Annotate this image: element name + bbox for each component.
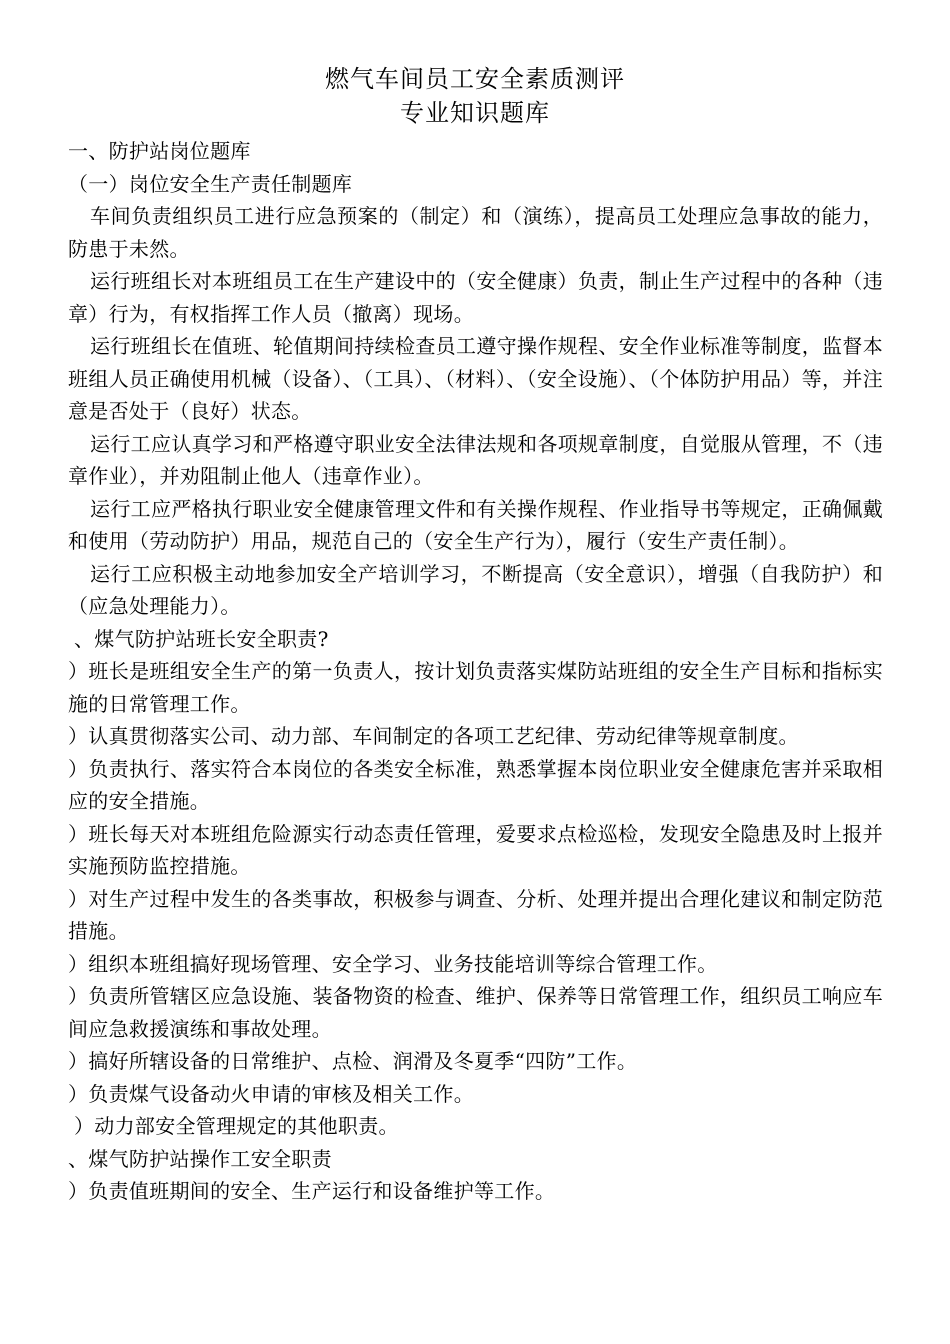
question-heading: 、煤气防护站操作工安全职责 bbox=[68, 1146, 332, 1171]
paragraph: 车间负责组织员工进行应急预案的（制定）和（演练），提高员工处理应急事故的能力，防患于未然。 bbox=[68, 204, 883, 261]
question-heading: 、煤气防护站班长安全职责? bbox=[74, 626, 329, 651]
document-title: 燃气车间员工安全素质测评 bbox=[325, 65, 625, 93]
duty-item: ）班长是班组安全生产的第一负责人，按计划负责落实煤防站班组的安全生产目标和指标实施的日常管理工作。 bbox=[68, 659, 883, 716]
duty-item: ）动力部安全管理规定的其他职责。 bbox=[74, 1114, 399, 1138]
duty-item: ）搞好所辖设备的日常维护、点检、润滑及冬夏季“四防”工作。 bbox=[68, 1049, 638, 1073]
duty-item: ）负责所管辖区应急设施、装备物资的检查、维护、保养等日常管理工作，组织员工响应车间应急救援演练和事故处理。 bbox=[68, 984, 883, 1041]
duty-item: ）负责值班期间的安全、生产运行和设备维护等工作。 bbox=[68, 1179, 556, 1203]
paragraph: 运行班组长对本班组员工在生产建设中的（安全健康）负责，制止生产过程中的各种（违章）行为，有权指挥工作人员（撤离）现场。 bbox=[68, 269, 883, 326]
duty-item: ）负责执行、落实符合本岗位的各类安全标准，熟悉掌握本岗位职业安全健康危害并采取相应的安全措施。 bbox=[68, 756, 883, 813]
duty-item: ）对生产过程中发生的各类事故，积极参与调查、分析、处理并提出合理化建议和制定防范措施。 bbox=[68, 886, 883, 943]
paragraph: 运行工应认真学习和严格遵守职业安全法律法规和各项规章制度，自觉服从管理，不（违章作业），并劝阻制止他人（违章作业）。 bbox=[68, 431, 883, 488]
document-subtitle: 专业知识题库 bbox=[400, 99, 550, 127]
paragraph: 运行工应严格执行职业安全健康管理文件和有关操作规程、作业指导书等规定，正确佩戴和使用（劳动防护）用品，规范自己的（安全生产行为），履行（安生产责任制）。 bbox=[68, 496, 883, 553]
duty-item: ）组织本班组搞好现场管理、安全学习、业务技能培训等综合管理工作。 bbox=[68, 951, 718, 976]
section-heading: 一、防护站岗位题库 bbox=[68, 139, 251, 163]
subsection-heading: （一）岗位安全生产责任制题库 bbox=[68, 171, 353, 196]
duty-item: ）认真贯彻落实公司、动力部、车间制定的各项工艺纪律、劳动纪律等规章制度。 bbox=[68, 724, 799, 748]
duty-item: ）负责煤气设备动火申请的审核及相关工作。 bbox=[68, 1081, 474, 1106]
duty-item: ）班长每天对本班组危险源实行动态责任管理，爱要求点检巡检，发现安全隐患及时上报并实施预防监控措施。 bbox=[68, 821, 883, 878]
paragraph: 运行班组长在值班、轮值期间持续检查员工遵守操作规程、安全作业标准等制度，监督本班组人员正确使用机械（设备）、（工具）、（材料）、（安全设施）、（个体防护用品）等，并注意是否处于（良好）状态。 bbox=[68, 334, 883, 423]
document-body bbox=[68, 135, 883, 1208]
paragraph: 运行工应积极主动地参加安全产培训学习，不断提高（安全意识），增强（自我防护）和（应急处理能力）。 bbox=[68, 561, 883, 618]
